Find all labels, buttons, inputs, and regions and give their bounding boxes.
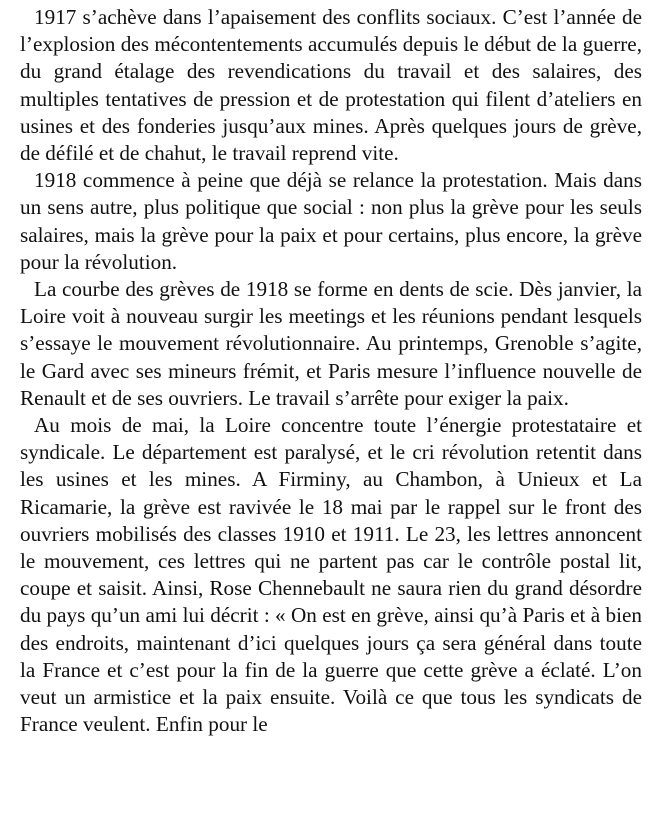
document-page: [20, 4, 642, 738]
paragraph-1917: 1917 s’achève dans l’apaisement des conflits sociaux. C’est l’année de l’explosion des mécontentements accumulés depuis le début de la guerre, du grand étalage des revendications du travail et des salaires, des multiples tentatives de pression et de protestation qui filent d’ateliers en usines et des fonderies jusqu’aux mines. Après quelques jours de grève, de défilé et de chahut, le travail reprend vite.: [20, 5, 642, 166]
paragraph-strike-curve: La courbe des grèves de 1918 se forme en dents de scie. Dès janvier, la Loire voit à nouveau surgir les meetings et les réunions pendant lesquels s’essaye le mouvement révolutionnaire. Au printemps, Grenoble s’agite, le Gard avec ses mineurs frémit, et Paris mesure l’influence nouvelle de Renault et de ses ouvriers. Le travail s’arrête pour exiger la paix.: [20, 277, 642, 410]
paragraph-may-loire: Au mois de mai, la Loire concentre toute l’énergie protestataire et syndicale. Le département est paralysé, et le cri révolution retentit dans les usines et les mines. A Firminy, au Chambon, à Unieux et La Ricamarie, la grève est ravivée le 18 mai par le rappel sur le front des ouvriers mobilisés des classes 1910 et 1911. Le 23, les lettres annoncent le mouvement, ces lettres qui ne partent pas car le contrôle postal lit, coupe et saisit. Ainsi, Rose Chennebault ne saura rien du grand désordre du pays qu’un ami lui décrit : « On est en grève, ainsi qu’à Paris et à bien des endroits, maintenant d’ici quelques jours ça sera général dans toute la France et c’est pour la fin de la guerre que cette grève a éclaté. L’on veut un armistice et la paix ensuite. Voilà ce que tous les syndicats de France veulent. Enfin pour le: [20, 413, 642, 737]
paragraph-1918: 1918 commence à peine que déjà se relance la protestation. Mais dans un sens autre, plus politique que social : non plus la grève pour les seuls salaires, mais la grève pour la paix et pour certains, plus encore, la grève pour la révolution.: [20, 168, 642, 274]
